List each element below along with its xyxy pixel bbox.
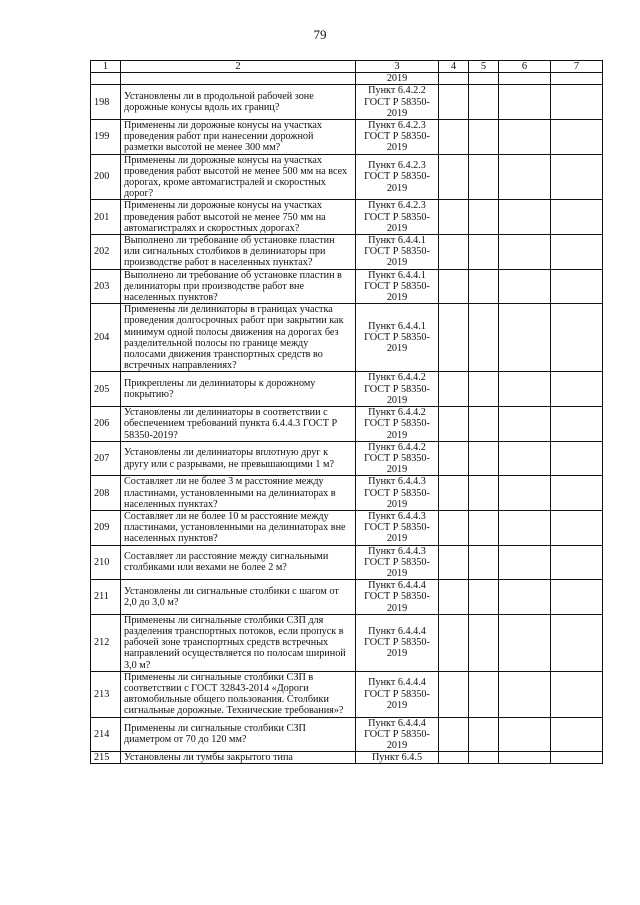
table-row: [91, 717, 603, 752]
table-row: [91, 510, 603, 545]
row-number-cell: 211: [91, 580, 121, 615]
reference-cell: Пункт 6.4.4.4 ГОСТ Р 58350-2019: [356, 614, 439, 671]
column-header-6: 6: [499, 61, 551, 73]
row-number-cell: 205: [91, 372, 121, 407]
empty-cell: [499, 372, 551, 407]
empty-cell: [439, 200, 469, 235]
row-number-cell: 204: [91, 304, 121, 372]
table-row: [91, 304, 603, 372]
empty-cell: [439, 476, 469, 511]
empty-cell: [469, 580, 499, 615]
question-cell: Применены ли делиниаторы в границах участка проведения долгосрочных работ при закрытии как минимум одной полосы движения на дорогах без разделительной полосы по границе между полосами движения транспортных средств во встречных направлениях?: [121, 304, 356, 372]
empty-cell: [469, 614, 499, 671]
checklist-table: [90, 60, 603, 764]
reference-cell: Пункт 6.4.2.2 ГОСТ Р 58350-2019: [356, 85, 439, 120]
empty-cell: [551, 269, 603, 304]
question-cell: Установлены ли делиниаторы вплотную друг к другу или с разрывами, не превышающими 1 м?: [121, 441, 356, 476]
empty-cell: [439, 73, 469, 85]
empty-cell: [499, 580, 551, 615]
empty-cell: [439, 752, 469, 764]
row-number-cell: 210: [91, 545, 121, 580]
row-number-cell: [91, 73, 121, 85]
empty-cell: [439, 154, 469, 200]
question-cell: Установлены ли тумбы закрытого типа: [121, 752, 356, 764]
empty-cell: [499, 752, 551, 764]
row-number-cell: 206: [91, 407, 121, 442]
row-number-cell: 203: [91, 269, 121, 304]
reference-cell: Пункт 6.4.4.2 ГОСТ Р 58350-2019: [356, 441, 439, 476]
table-row: [91, 372, 603, 407]
question-cell: Установлены ли делиниаторы в соответствии с обеспечением требований пункта 6.4.4.3 ГОСТ Р 58350-2019?: [121, 407, 356, 442]
empty-cell: [551, 545, 603, 580]
table-row: [91, 269, 603, 304]
row-number-cell: 213: [91, 671, 121, 717]
row-number-cell: 202: [91, 235, 121, 270]
empty-cell: [551, 85, 603, 120]
row-number-cell: 201: [91, 200, 121, 235]
empty-cell: [551, 752, 603, 764]
reference-cell: Пункт 6.4.4.1 ГОСТ Р 58350-2019: [356, 269, 439, 304]
reference-cell: Пункт 6.4.4.3 ГОСТ Р 58350-2019: [356, 510, 439, 545]
empty-cell: [551, 614, 603, 671]
empty-cell: [551, 717, 603, 752]
reference-cell: Пункт 6.4.4.1 ГОСТ Р 58350-2019: [356, 235, 439, 270]
row-number-cell: 212: [91, 614, 121, 671]
table-row: [91, 752, 603, 764]
reference-cell: Пункт 6.4.4.3 ГОСТ Р 58350-2019: [356, 476, 439, 511]
row-number-cell: 199: [91, 120, 121, 155]
empty-cell: [499, 73, 551, 85]
empty-cell: [439, 304, 469, 372]
reference-cell: Пункт 6.4.4.4 ГОСТ Р 58350-2019: [356, 671, 439, 717]
column-header-1: 1: [91, 61, 121, 73]
question-cell: Выполнено ли требование об установке пластин в делиниаторы при производстве работ вне населенных пунктов?: [121, 269, 356, 304]
empty-cell: [439, 235, 469, 270]
empty-cell: [439, 717, 469, 752]
reference-cell: Пункт 6.4.4.1 ГОСТ Р 58350-2019: [356, 304, 439, 372]
reference-cell: Пункт 6.4.2.3 ГОСТ Р 58350-2019: [356, 120, 439, 155]
table-row: [91, 476, 603, 511]
row-number-cell: 214: [91, 717, 121, 752]
empty-cell: [499, 304, 551, 372]
row-number-cell: 209: [91, 510, 121, 545]
empty-cell: [499, 85, 551, 120]
empty-cell: [469, 545, 499, 580]
reference-cell: Пункт 6.4.4.4 ГОСТ Р 58350-2019: [356, 717, 439, 752]
empty-cell: [439, 269, 469, 304]
empty-cell: [469, 407, 499, 442]
empty-cell: [551, 441, 603, 476]
continuation-row: [91, 73, 603, 85]
empty-cell: [499, 545, 551, 580]
table-row: [91, 235, 603, 270]
reference-cell: Пункт 6.4.4.3 ГОСТ Р 58350-2019: [356, 545, 439, 580]
header-row: [91, 61, 603, 73]
empty-cell: [551, 671, 603, 717]
empty-cell: [469, 304, 499, 372]
row-number-cell: 207: [91, 441, 121, 476]
empty-cell: [469, 441, 499, 476]
row-number-cell: 215: [91, 752, 121, 764]
empty-cell: [439, 545, 469, 580]
empty-cell: [439, 671, 469, 717]
empty-cell: [439, 510, 469, 545]
empty-cell: [499, 200, 551, 235]
empty-cell: [469, 73, 499, 85]
column-header-7: 7: [551, 61, 603, 73]
empty-cell: [551, 235, 603, 270]
empty-cell: [499, 510, 551, 545]
empty-cell: [469, 510, 499, 545]
empty-cell: [469, 200, 499, 235]
question-cell: Составляет ли расстояние между сигнальными столбиками или вехами не более 2 м?: [121, 545, 356, 580]
empty-cell: [439, 580, 469, 615]
question-cell: Установлены ли в продольной рабочей зоне дорожные конусы вдоль их границ?: [121, 85, 356, 120]
empty-cell: [439, 372, 469, 407]
empty-cell: [551, 154, 603, 200]
question-cell: Применены ли сигнальные столбики СЗП в соответствии с ГОСТ 32843-2014 «Дороги автомобильные общего пользования. Столбики сигнальные дорожные. Технические требования»?: [121, 671, 356, 717]
empty-cell: [499, 441, 551, 476]
reference-cell: Пункт 6.4.4.2 ГОСТ Р 58350-2019: [356, 372, 439, 407]
empty-cell: [469, 717, 499, 752]
empty-cell: [551, 407, 603, 442]
page-number: 79: [313, 27, 327, 42]
row-number-cell: 200: [91, 154, 121, 200]
empty-cell: [439, 407, 469, 442]
empty-cell: [499, 120, 551, 155]
empty-cell: [551, 73, 603, 85]
question-cell: Применены ли сигнальные столбики СЗП для разделения транспортных потоков, если пропуск в рабочей зоне транспортных средств встречных направлений осуществляется по полосам шириной 3,0 м?: [121, 614, 356, 671]
empty-cell: [499, 671, 551, 717]
table-row: [91, 120, 603, 155]
row-number-cell: 208: [91, 476, 121, 511]
column-header-4: 4: [439, 61, 469, 73]
empty-cell: [499, 476, 551, 511]
question-cell: Применены ли дорожные конусы на участках проведения работ при нанесении дорожной разметки высотой не менее 300 мм?: [121, 120, 356, 155]
empty-cell: [469, 269, 499, 304]
reference-cell: 2019: [356, 73, 439, 85]
empty-cell: [551, 200, 603, 235]
empty-cell: [499, 614, 551, 671]
empty-cell: [439, 85, 469, 120]
table-row: [91, 85, 603, 120]
table-row: [91, 614, 603, 671]
empty-cell: [439, 614, 469, 671]
empty-cell: [499, 235, 551, 270]
reference-cell: Пункт 6.4.2.3 ГОСТ Р 58350-2019: [356, 200, 439, 235]
question-cell: Применены ли сигнальные столбики СЗП диаметром от 70 до 120 мм?: [121, 717, 356, 752]
question-cell: Составляет ли не более 3 м расстояние между пластинами, установленными на делиниаторах в населенных пунктах?: [121, 476, 356, 511]
empty-cell: [439, 441, 469, 476]
column-header-2: 2: [121, 61, 356, 73]
empty-cell: [499, 407, 551, 442]
question-cell: Применены ли дорожные конусы на участках проведения работ высотой не менее 500 мм на всех дорогах, кроме автомагистралей и скоростных дорог?: [121, 154, 356, 200]
question-cell: Применены ли дорожные конусы на участках проведения работ высотой не менее 750 мм на автомагистралях и скоростных дорогах?: [121, 200, 356, 235]
empty-cell: [551, 304, 603, 372]
column-header-3: 3: [356, 61, 439, 73]
empty-cell: [469, 120, 499, 155]
empty-cell: [439, 120, 469, 155]
table-row: [91, 671, 603, 717]
empty-cell: [469, 235, 499, 270]
empty-cell: [551, 120, 603, 155]
table-row: [91, 200, 603, 235]
reference-cell: Пункт 6.4.4.2 ГОСТ Р 58350-2019: [356, 407, 439, 442]
empty-cell: [499, 269, 551, 304]
table-body: [91, 73, 603, 764]
empty-cell: [499, 717, 551, 752]
table-row: [91, 441, 603, 476]
empty-cell: [551, 510, 603, 545]
empty-cell: [469, 752, 499, 764]
empty-cell: [499, 154, 551, 200]
empty-cell: [551, 580, 603, 615]
empty-cell: [469, 372, 499, 407]
table-row: [91, 580, 603, 615]
empty-cell: [469, 476, 499, 511]
reference-cell: Пункт 6.4.5: [356, 752, 439, 764]
empty-cell: [551, 476, 603, 511]
question-cell: Составляет ли не более 10 м расстояние между пластинами, установленными на делиниаторах вне населенных пунктов?: [121, 510, 356, 545]
question-cell: Прикреплены ли делиниаторы к дорожному покрытию?: [121, 372, 356, 407]
question-cell: Выполнено ли требование об установке пластин или сигнальных столбиков в делиниаторы при производстве работ в населенных пунктах?: [121, 235, 356, 270]
empty-cell: [469, 671, 499, 717]
empty-cell: [469, 154, 499, 200]
table-row: [91, 154, 603, 200]
table-row: [91, 407, 603, 442]
column-header-5: 5: [469, 61, 499, 73]
reference-cell: Пункт 6.4.4.4 ГОСТ Р 58350-2019: [356, 580, 439, 615]
table-row: [91, 545, 603, 580]
empty-cell: [469, 85, 499, 120]
question-cell: Установлены ли сигнальные столбики с шагом от 2,0 до 3,0 м?: [121, 580, 356, 615]
row-number-cell: 198: [91, 85, 121, 120]
reference-cell: Пункт 6.4.2.3 ГОСТ Р 58350-2019: [356, 154, 439, 200]
empty-cell: [551, 372, 603, 407]
question-cell: [121, 73, 356, 85]
